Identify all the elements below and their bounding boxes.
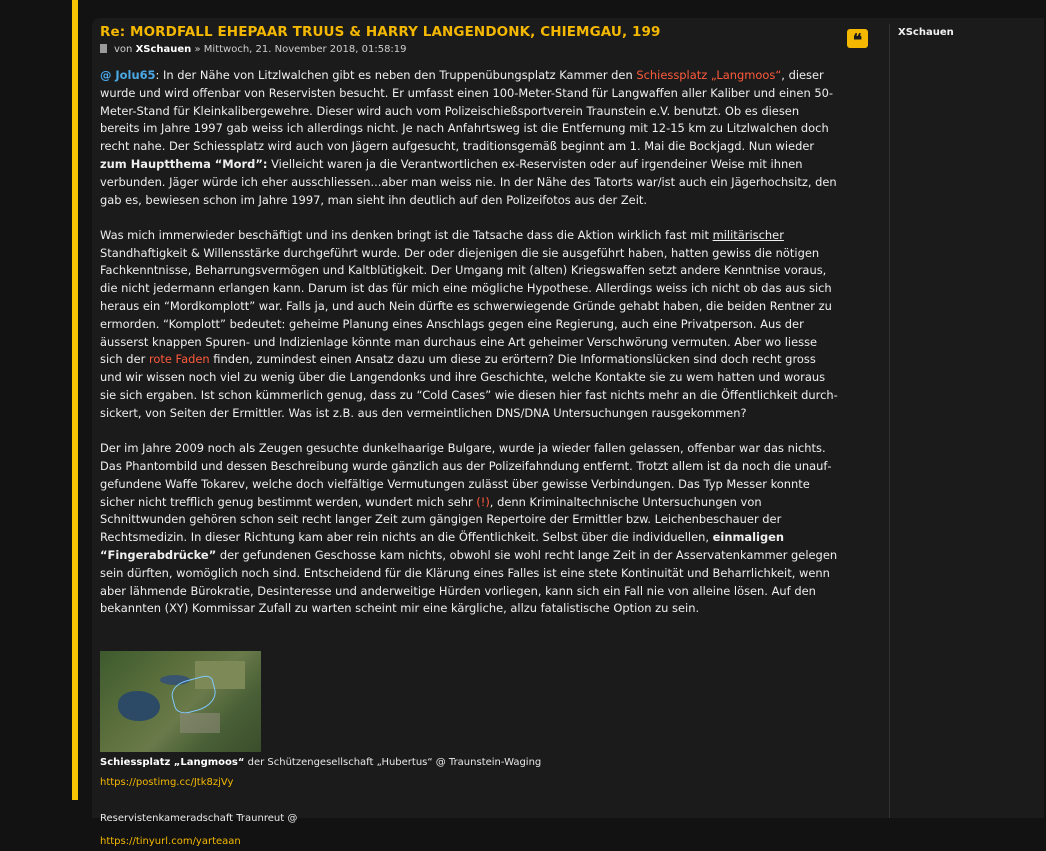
text: : In der Nähe von Litzlwalchen gibt es neben den Truppenübungsplatz Kammer den bbox=[155, 68, 637, 82]
post-meta bbox=[100, 44, 407, 55]
bold-text: einmaligen “Fingerabdrücke” bbox=[100, 530, 785, 562]
image-link[interactable]: https://postimg.cc/Jtk8zjVy bbox=[100, 777, 234, 789]
document-icon bbox=[100, 44, 107, 53]
text: Vielleicht waren ja die Verantwortlichen ex-Reservisten oder auf irgendeiner Weise mit ihnen verbunden. Jäger würde ich eher ausschliessen...aber man weiss nie. In der Nähe des Tatorts war/ist auch ein Jägerhochsitz, den gab es, bewiesen schon im Jahre 1997, man sieht ihn deutlich auf den Polizeifotos aus der Zeit. bbox=[100, 156, 837, 207]
text: Der im Jahre 2009 noch als Zeugen gesuchte dunkelhaarige Bulgare, wurde ja wieder fallen gelassen, offenbar war das nichts. Das Phantombild und dessen Beschreibung wurde gänzlich aus der Polizeifahndung entfernt. Trotzt allem ist da noch die unaufgefundene Waffe Tokarev, welche doch vielfältige Vermutungen zulässt über gewisse Verbindungen. Das Typ Messer konnte sicher nicht trefflich genug bestimmt werden, wundert mich sehr bbox=[100, 441, 832, 509]
map-town bbox=[180, 713, 220, 733]
post-content bbox=[100, 67, 840, 851]
meta-author[interactable]: XSchauen bbox=[135, 44, 192, 55]
highlight-text: rote Faden bbox=[148, 352, 210, 367]
meta-prefix: von bbox=[114, 44, 133, 55]
caption-bold: Schiessplatz „Langmoos“ bbox=[100, 757, 245, 769]
image-caption bbox=[100, 756, 840, 769]
map-lake bbox=[118, 691, 160, 721]
left-accent-bar bbox=[72, 0, 78, 800]
meta-date: » Mittwoch, 21. November 2018, 01:58:19 bbox=[194, 44, 407, 55]
paragraph-2 bbox=[100, 227, 840, 423]
text: finden, zumindest einen Ansatz dazu um diese zu erörtern? Die Informationslücken sind doch recht gross und wir wissen noch viel zu wenig über die Langendonks und ihre Geschichte, welche Kontakte sie zu wem hatten und woraus sie sich ergaben. Ist schon kümmerlich genug, dass zu “Cold Cases” wie diesen hier fast nichts mehr an die Öffentlichkeit durchsickert, von Seiten der Ermittler. Was ist z.B. aus den vermeintlichen DNS/DNA Untersuchungen rausgekommen? bbox=[100, 352, 838, 420]
text: Standhaftigkeit & Willensstärke durchgeführt wurde. Der oder diejenigen die sie ausgeführt haben, hatten gewiss die nötigen Fachkenntnisse, Beharrungsvermögen und Kaltblütigkeit. Der Umgang mit (alten) Kriegswaffen setzt andere Kenntnise voraus, die nicht jedermann erlangen kann. Darum ist das für mich eine mögliche Hypothese. Allerdings weiss ich nicht ob das aus sich heraus ein “Mordkomplott” war. Falls ja, und auch Nein dürfte es schwerwiegende Gründe gehabt haben, die beiden Rentner zu ermorden. “Komplott” bedeutet: geheime Planung eines Anschlags gegen eine Regierung, auch eine Privatperson. Aus der äusserst knappen Spuren- und Indizienlage könnte man durchaus eine Art geheimer Verschwörung vermuten. Aber wo liesse sich der bbox=[100, 245, 832, 367]
caption-text: der Schützengesellschaft „Hubertus“ @ Traunstein-Waging bbox=[244, 757, 542, 769]
forum-post bbox=[92, 18, 1044, 847]
highlight-text: Schiessplatz „Langmoos“ bbox=[636, 68, 782, 82]
reservist-text: Reservistenkameradschaft Traunreut @ bbox=[100, 812, 298, 824]
paragraph-3 bbox=[100, 440, 840, 618]
bold-text: zum Hauptthema “Mord”: bbox=[100, 156, 268, 171]
post-title[interactable]: Re: MORDFALL EHEPAAR TRUUS & HARRY LANGENDONK, CHIEMGAU, 199 bbox=[100, 24, 661, 40]
text: Was mich immerwieder beschäftigt und ins denken bringt ist die Tatsache dass die Aktion wirklich fast mit bbox=[100, 227, 713, 242]
paragraph-1 bbox=[100, 67, 840, 209]
text: der gefundenen Geschosse kam nichts, obwohl sie wohl recht lange Zeit in der Asservatenkammer gelegen sein dürften, womöglich noch sind. Entscheidend für die Klärung eines Falles ist eine stete Kontinuität und Beharrlichkeit, wenn aber lähmende Bürokratie, Desinteresse und anderweitige Hürden vorliegen, kann sich ein Fall nie von alleine lösen. Auf den bekannten (XY) Kommissar Zufall zu warten scheint mir eine kärgliche, allzu fatalistische Option zu sein. bbox=[100, 547, 838, 616]
underlined-text: militärischer bbox=[712, 227, 784, 242]
text: , denn Kriminaltechnische Untersuchungen von Schnittwunden gehören schon seit recht langer Zeit zum gängigen Repertoire der Ermittler bzw. Leichenbeschauer der Rechtsmedizin. In dieser Richtung kam aber rein nichts an die Öffentlichkeit. Selbst über die individuellen, bbox=[100, 494, 782, 545]
text: , dieser wurde und wird offenbar von Reservisten besucht. Er umfasst einen 100-Meter-Stand für Langwaffen aller Kaliber und einen 50-Meter-Stand für Kleinkalibergewehre. Dieser wird auch vom Polizeischießsportverein Traunstein e.V. benutzt. Ob es diesen bereits im Jahre 1997 gab weiss ich allerdings nicht. Je nach Anfahrtsweg ist die Entfernung mit 12-15 km zu Litzlwalchen doch recht nahe. Der Schiessplatz wird auch von Jägern aufgesucht, traditionsgemäß beginnt am 1. Mai die Bockjagd. Nun wieder bbox=[100, 68, 834, 154]
user-mention[interactable]: @ Jolu65 bbox=[100, 68, 156, 82]
highlight-text: (!) bbox=[476, 494, 490, 509]
sidebar-author[interactable]: XSchauen bbox=[898, 27, 954, 38]
profile-divider bbox=[889, 24, 890, 818]
quote-icon[interactable]: ❝ bbox=[847, 29, 868, 48]
tinyurl-link[interactable]: https://tinyurl.com/yarteaan bbox=[100, 835, 241, 847]
map-thumbnail[interactable] bbox=[100, 651, 261, 752]
